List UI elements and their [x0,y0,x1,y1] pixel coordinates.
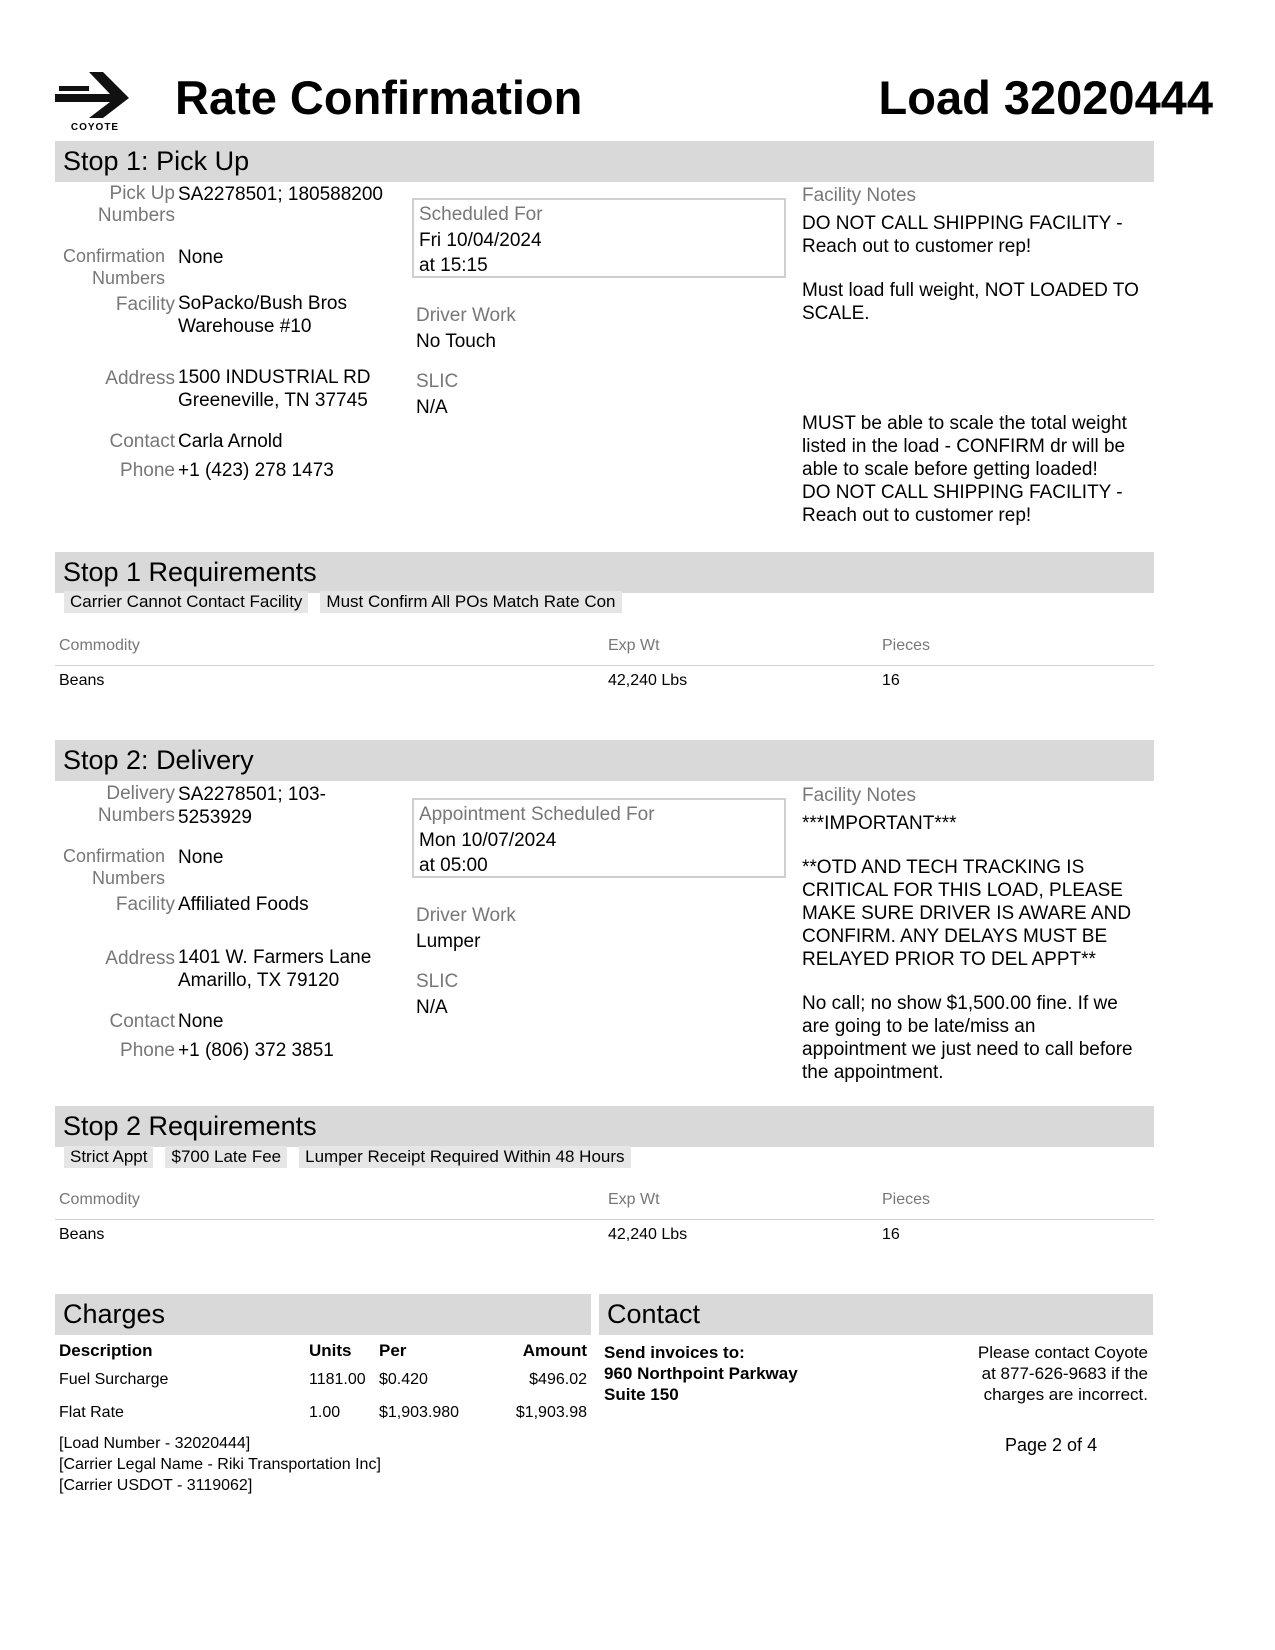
stop2-notes-text: ***IMPORTANT*** **OTD AND TECH TRACKING IS CRITICAL FOR THIS LOAD, PLEASE MAKE SURE DRIVER IS AWARE AND CONFIRM. ANY DELAYS MUST BE RELAYED PRIOR TO DEL APPT** No call; no show $1,500.00 fine. If we are going to be late/miss an appointment we just need to call before the appointment. [802,813,1133,1083]
stop1-scheduled-label: Scheduled For [419,204,543,225]
stop1-scheduled-date: Fri 10/04/2024 [419,230,542,251]
stop1-schedule-box [412,198,786,278]
contact-message: Please contact Coyote at 877-626-9683 if the charges are incorrect. [977,1343,1148,1404]
stop1-address-label: Address [105,368,175,389]
stop1-notes-label: Facility Notes [802,185,917,206]
stop2-slic-label: SLIC [416,971,459,992]
req2-col-wt: Exp Wt [608,1191,660,1208]
stop2-phone-value: +1 (806) 372 3851 [178,1040,334,1061]
stop2-schedule-box [412,798,786,878]
req1-divider [55,665,1154,666]
req1-heading: Stop 1 Requirements [55,552,1154,593]
stop2-address-value: 1401 W. Farmers Lane Amarillo, TX 79120 [178,947,372,991]
stop1-contact-label: Contact [109,431,175,452]
req2-divider [55,1219,1154,1220]
stop1-driver-work-value: No Touch [416,331,496,352]
req1-col-commodity: Commodity [59,637,140,654]
stop2-contact-value: None [178,1011,224,1032]
req1-col-wt: Exp Wt [608,637,660,654]
stop1-slic-value: N/A [416,397,448,418]
charge-row-description: Flat Rate [59,1404,124,1421]
req1-col-pieces: Pieces [882,637,931,654]
charges-col-description: Description [59,1341,153,1360]
req1-tags [64,591,634,613]
stop1-driver-work-label: Driver Work [416,305,516,326]
charge-row-per: $0.420 [379,1371,428,1388]
coyote-logo [55,72,135,134]
req1-pieces: 16 [882,672,900,689]
stop2-slic-value: N/A [416,997,448,1018]
charges-col-units: Units [309,1341,352,1360]
stop2-facility-value: Affiliated Foods [178,894,309,915]
stop2-driver-work-value: Lumper [416,931,481,952]
stop2-confirmation-label: Confirmation Numbers [62,846,165,888]
stop2-scheduled-label: Appointment Scheduled For [419,804,655,825]
stop1-contact-value: Carla Arnold [178,431,283,452]
req2-col-commodity: Commodity [59,1191,140,1208]
contact-invoice-address: Send invoices to: 960 Northpoint Parkway Suite 150 [604,1343,798,1404]
contact-heading: Contact [599,1294,1153,1335]
stop2-scheduled-date: Mon 10/07/2024 [419,830,557,851]
charges-col-amount: Amount [522,1341,587,1360]
stop1-phone-label: Phone [120,460,175,481]
charge-row-description: Fuel Surcharge [59,1371,169,1388]
stop1-phone-value: +1 (423) 278 1473 [178,460,334,481]
logo-brand-text: COYOTE [70,122,120,133]
charge-row-amount: $496.02 [529,1371,587,1388]
stop1-address-value: 1500 INDUSTRIAL RD Greeneville, TN 37745 [178,367,371,411]
stop2-facility-label: Facility [115,894,175,915]
stop1-slic-label: SLIC [416,371,459,392]
stop2-scheduled-time: at 05:00 [419,855,488,876]
req1-tag: Carrier Cannot Contact Facility [64,591,308,613]
stop2-driver-work-label: Driver Work [416,905,516,926]
req2-commodity: Beans [59,1226,105,1243]
stop2-notes-label: Facility Notes [802,785,917,806]
stop1-heading: Stop 1: Pick Up [55,141,1154,182]
charge-row-units: 1181.00 [309,1371,366,1388]
stop2-phone-label: Phone [120,1040,175,1061]
charges-heading: Charges [55,1294,591,1335]
req1-wt: 42,240 Lbs [608,672,688,689]
req2-wt: 42,240 Lbs [608,1226,688,1243]
page-number: Page 2 of 4 [1005,1435,1098,1455]
req2-heading: Stop 2 Requirements [55,1106,1154,1147]
charges-col-per: Per [379,1341,407,1360]
stop2-confirmation-value: None [178,847,224,868]
stop2-numbers-value: SA2278501; 103- 5253929 [178,784,326,828]
req1-commodity: Beans [59,672,105,689]
load-number-title: Load 32020444 [878,71,1213,124]
req2-tag: $700 Late Fee [165,1146,287,1168]
req2-tag: Lumper Receipt Required Within 48 Hours [299,1146,630,1168]
stop1-notes-text: DO NOT CALL SHIPPING FACILITY - Reach out to customer rep! Must load full weight, NOT LOADED TO SCALE. MUST be able to scale the total weight listed in the load - CONFIRM dr will be able to scale before getting loaded! DO NOT CALL SHIPPING FACILITY - Reach out to customer rep! [802,213,1139,526]
coyote-logo-mark [55,72,135,120]
req2-pieces: 16 [882,1226,900,1243]
req2-tag: Strict Appt [64,1146,153,1168]
req1-tag: Must Confirm All POs Match Rate Con [320,591,621,613]
charge-row-per: $1,903.980 [379,1404,460,1421]
stop1-numbers-value: SA2278501; 180588200 [178,184,383,205]
footer-carrier-info: [Load Number - 32020444] [Carrier Legal Name - Riki Transportation Inc] [Carrier USDOT - 3119062] [59,1435,381,1494]
req2-col-pieces: Pieces [882,1191,931,1208]
stop1-numbers-label: Pick Up Numbers [97,183,175,226]
stop2-contact-label: Contact [109,1011,175,1032]
charge-row-amount: $1,903.98 [515,1404,587,1421]
stop1-facility-value: SoPacko/Bush Bros Warehouse #10 [178,293,347,337]
stop1-confirmation-label: Confirmation Numbers [62,246,165,288]
stop2-address-label: Address [105,948,175,969]
stop2-heading: Stop 2: Delivery [55,740,1154,781]
req2-tags [64,1146,643,1168]
document-title: Rate Confirmation [175,71,583,124]
stop2-numbers-label: Delivery Numbers [97,783,175,826]
stop1-confirmation-value: None [178,247,224,268]
stop1-facility-label: Facility [115,294,175,315]
charge-row-units: 1.00 [309,1404,341,1421]
stop1-scheduled-time: at 15:15 [419,255,488,276]
